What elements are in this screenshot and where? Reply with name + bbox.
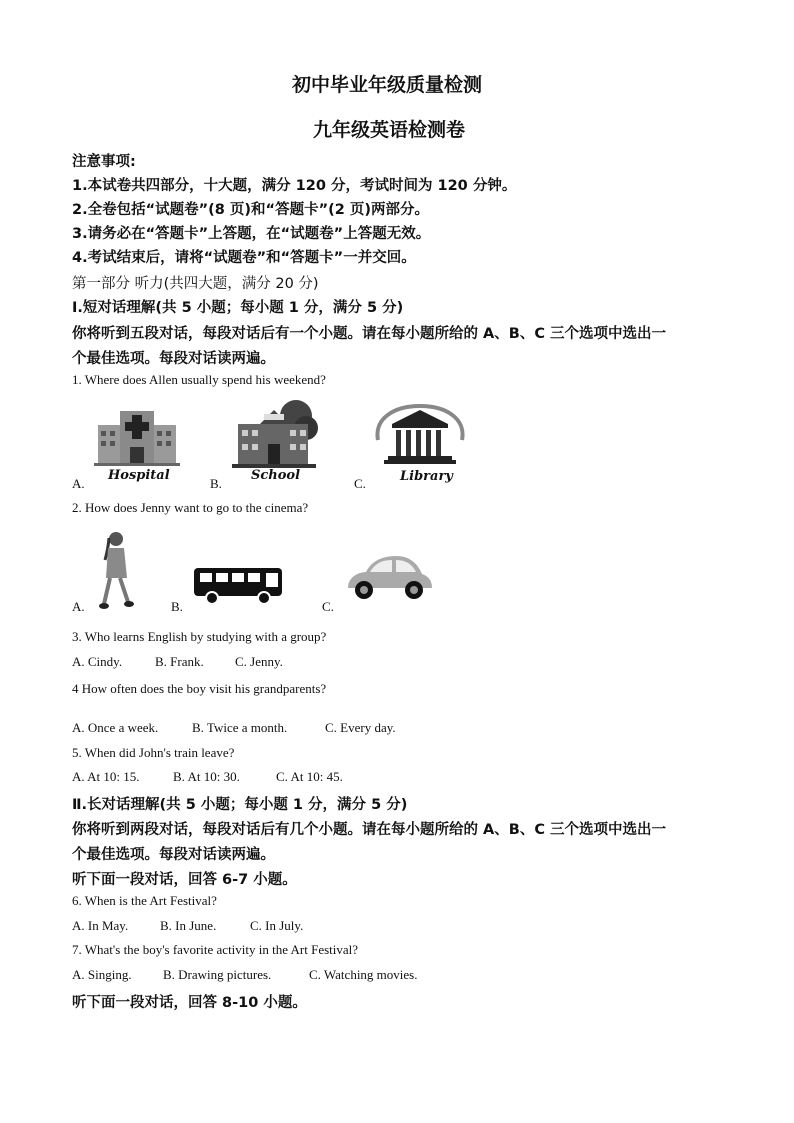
hospital-picture (94, 405, 180, 475)
option-label: B. (210, 476, 222, 491)
note-item: 3.请务必在“答题卡”上答题，在“试题卷”上答题无效。 (72, 226, 431, 242)
picture-caption: Hospital (108, 468, 170, 483)
question-5: 5. When did John's train leave? (72, 745, 235, 760)
option: A. Singing. (72, 967, 132, 982)
option: C. In July. (250, 918, 304, 933)
option: A. Once a week. (72, 720, 159, 735)
option-label: A. (72, 476, 85, 491)
dialogue-prompt: 听下面一段对话，回答 6-7 小题。 (72, 872, 297, 888)
walking-girl-picture (96, 530, 136, 612)
question-6: 6. When is the Art Festival? (72, 893, 217, 908)
option: C. Jenny. (235, 654, 283, 669)
option: B. Frank. (155, 654, 204, 669)
exam-title: 初中毕业年级质量检测 (292, 74, 483, 96)
question-2: 2. How does Jenny want to go to the cinema? (72, 500, 309, 515)
question-7: 7. What's the boy's favorite activity in the Art Festival? (72, 942, 359, 957)
section-instruction: 你将听到五段对话，每段对话后有一个小题。请在每小题所给的 A、B、C 三个选项中选出一 (72, 326, 667, 342)
option-label: C. (322, 599, 334, 614)
section-heading: Ⅰ.短对话理解(共 5 小题；每小题 1 分，满分 5 分) (72, 300, 404, 316)
section-instruction: 个最佳选项。每段对话读两遍。 (72, 351, 275, 367)
library-picture (372, 400, 468, 468)
part-heading: 第一部分 听力(共四大题，满分 20 分) (72, 276, 319, 292)
picture-caption: Library (400, 469, 453, 484)
section-instruction: 你将听到两段对话，每段对话后有几个小题。请在每小题所给的 A、B、C 三个选项中选出一 (72, 822, 667, 838)
section-instruction: 个最佳选项。每段对话读两遍。 (72, 847, 275, 863)
section-heading: Ⅱ.长对话理解(共 5 小题；每小题 1 分，满分 5 分) (72, 797, 408, 813)
question-1: 1. Where does Allen usually spend his weekend? (72, 372, 326, 387)
option-label: A. (72, 599, 85, 614)
option: A. Cindy. (72, 654, 123, 669)
note-item: 2.全卷包括“试题卷”(8 页)和“答题卡”(2 页)两部分。 (72, 202, 429, 218)
option: B. In June. (160, 918, 217, 933)
option-label: C. (354, 476, 366, 491)
school-picture (230, 398, 318, 470)
option: B. At 10: 30. (173, 769, 240, 784)
note-item: 4.考试结束后，请将“试题卷”和“答题卡”一并交回。 (72, 250, 416, 266)
exam-subtitle: 九年级英语检测卷 (313, 119, 466, 141)
option-label: B. (171, 599, 183, 614)
option: A. At 10: 15. (72, 769, 140, 784)
option: A. In May. (72, 918, 129, 933)
option: C. Watching movies. (309, 967, 418, 982)
dialogue-prompt: 听下面一段对话，回答 8-10 小题。 (72, 995, 307, 1011)
question-3: 3. Who learns English by studying with a group? (72, 629, 327, 644)
car-picture (344, 552, 434, 602)
notes-heading: 注意事项: (72, 154, 136, 170)
picture-caption: School (251, 468, 301, 483)
option: C. Every day. (325, 720, 396, 735)
option: B. Drawing pictures. (163, 967, 272, 982)
bus-picture (192, 566, 286, 606)
question-4: 4 How often does the boy visit his grandparents? (72, 681, 327, 696)
option: B. Twice a month. (192, 720, 288, 735)
note-item: 1.本试卷共四部分，十大题，满分 120 分，考试时间为 120 分钟。 (72, 178, 517, 194)
option: C. At 10: 45. (276, 769, 343, 784)
